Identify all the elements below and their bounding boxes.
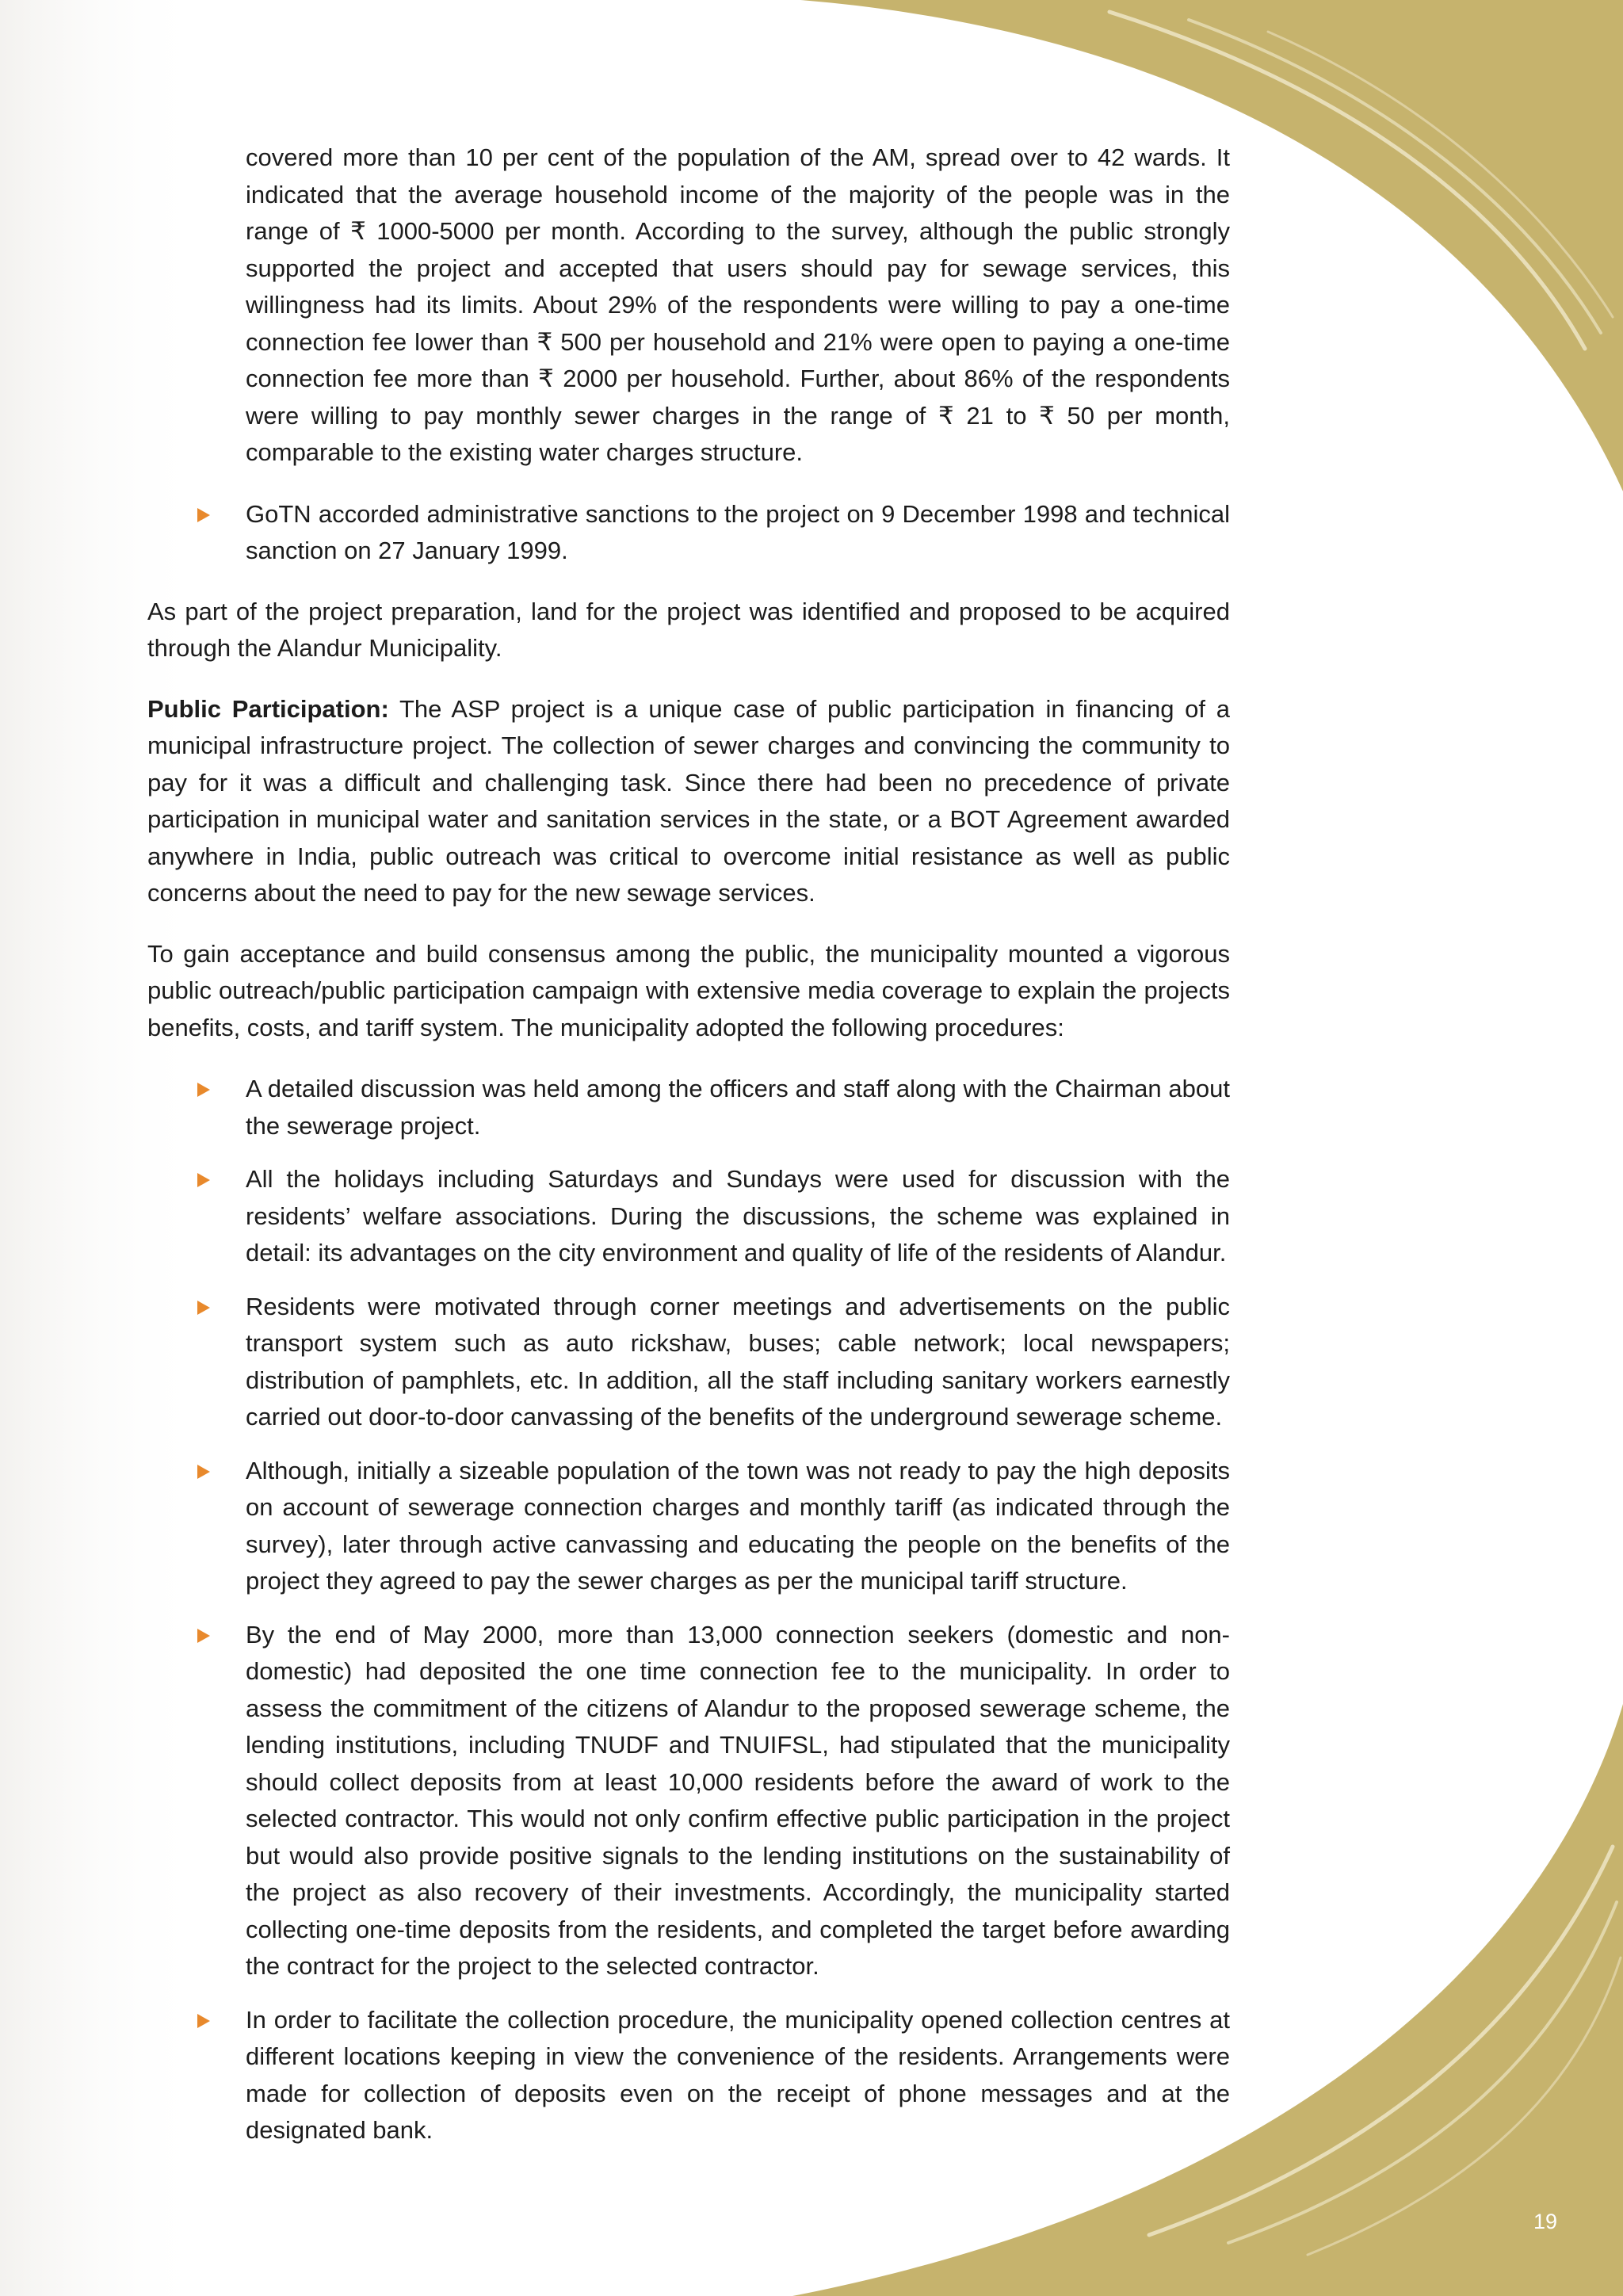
bullet-arrow-icon xyxy=(197,1083,210,1097)
list-item xyxy=(147,1617,1230,1985)
paragraph-body: The ASP project is a unique case of public participation in financing of a municipal infrastructure project. The collection of sewer charges and convincing the community to pay for it was a difficult and challenging task. Since there had been no precedence of private participation in municipal water and sanitation services in the state, or a BOT Agreement awarded anywhere in India, public outreach was critical to overcome initial resistance as well as public concerns about the need to pay for the new sewage services. xyxy=(147,694,1230,907)
list-item-text: Although, initially a sizeable population of the town was not ready to pay the high deposits on account of sewerage connection charges and monthly tariff (as indicated through the survey), later through active canvassing and educating the people on the benefits of the project they agreed to pay the sewer charges as per the municipal tariff structure. xyxy=(246,1456,1230,1595)
bullet-arrow-icon xyxy=(197,2014,210,2028)
list-item xyxy=(147,496,1230,570)
land-paragraph: As part of the project preparation, land for the project was identified and proposed to be acquired through the Alandur Municipality. xyxy=(147,597,1230,662)
list-item xyxy=(147,1161,1230,1272)
list-item-text: In order to facilitate the collection procedure, the municipality opened collection centres at different locations keeping in view the convenience of the residents. Arrangements were made for collection of deposits even on the receipt of phone messages and at the designated bank. xyxy=(246,2005,1230,2144)
list-item xyxy=(147,1289,1230,1436)
list-item-text: Residents were motivated through corner meetings and advertisements on the public transport system such as auto rickshaw, buses; cable network; local newspapers; distribution of pamphlets, etc. In addition, all the staff including sanitary workers earnestly carried out door-to-door canvassing of the benefits of the underground sewerage scheme. xyxy=(246,1292,1230,1431)
bullet-arrow-icon xyxy=(197,1173,210,1187)
bullet-arrow-icon xyxy=(197,1465,210,1479)
paragraph-lead-heading: Public Participation: xyxy=(147,694,389,723)
bullet-arrow-icon xyxy=(197,508,210,522)
list-item-text: GoTN accorded administrative sanctions to the project on 9 December 1998 and technical sanction on 27 January 1999. xyxy=(246,499,1230,564)
procedures-bullet-list xyxy=(147,1071,1230,2149)
list-item xyxy=(147,1453,1230,1600)
bullet-arrow-icon xyxy=(197,1301,210,1315)
public-participation-paragraph xyxy=(147,691,1230,912)
top-bullet-list xyxy=(147,496,1230,570)
list-item-text: A detailed discussion was held among the officers and staff along with the Chairman about the sewerage project. xyxy=(246,1075,1230,1140)
main-content xyxy=(147,139,1230,2149)
consensus-paragraph: To gain acceptance and build consensus among the public, the municipality mounted a vigorous public outreach/public participation campaign with extensive media coverage to explain the projects benefits, costs, and tariff system. The municipality adopted the following procedures: xyxy=(147,939,1230,1041)
list-item xyxy=(147,1071,1230,1144)
list-item-text: By the end of May 2000, more than 13,000 connection seekers (domestic and non-domestic) had deposited the one time connection fee to the municipality. In order to assess the commitment of the citizens of Alandur to the proposed sewerage scheme, the lending institutions, including TNUDF and TNUIFSL, had stipulated that the municipality should collect deposits from at least 10,000 residents before the award of work to the selected contractor. This would not only confirm effective public participation in the project but would also provide positive signals to the lending institutions on the sustainability of the project as also recovery of their investments. Accordingly, the municipality started collecting one-time deposits from the residents, and completed the target before awarding the contract for the project to the selected contractor. xyxy=(246,1620,1230,1980)
list-item-text: All the holidays including Saturdays and Sundays were used for discussion with the residents’ welfare associations. During the discussions, the scheme was explained in detail: its advantages on the city environment and quality of life of the residents of Alandur. xyxy=(246,1165,1230,1266)
intro-paragraph: covered more than 10 per cent of the population of the AM, spread over to 42 wards. It indicated that the average household income of the majority of the people was in the range of ₹ 1000-5000 per month. According to the survey, although the public strongly supported the project and accepted that users should pay for sewage services, this willingness had its limits. About 29% of the respondents were willing to pay a one-time connection fee lower than ₹ 500 per household and 21% were open to paying a one-time connection fee more than ₹ 2000 per household. Further, about 86% of the respondents were willing to pay monthly sewer charges in the range of ₹ 21 to ₹ 50 per month, comparable to the existing water charges structure. xyxy=(246,143,1230,466)
bullet-arrow-icon xyxy=(197,1629,210,1643)
page-number: 19 xyxy=(1533,2210,1558,2233)
list-item xyxy=(147,2002,1230,2149)
